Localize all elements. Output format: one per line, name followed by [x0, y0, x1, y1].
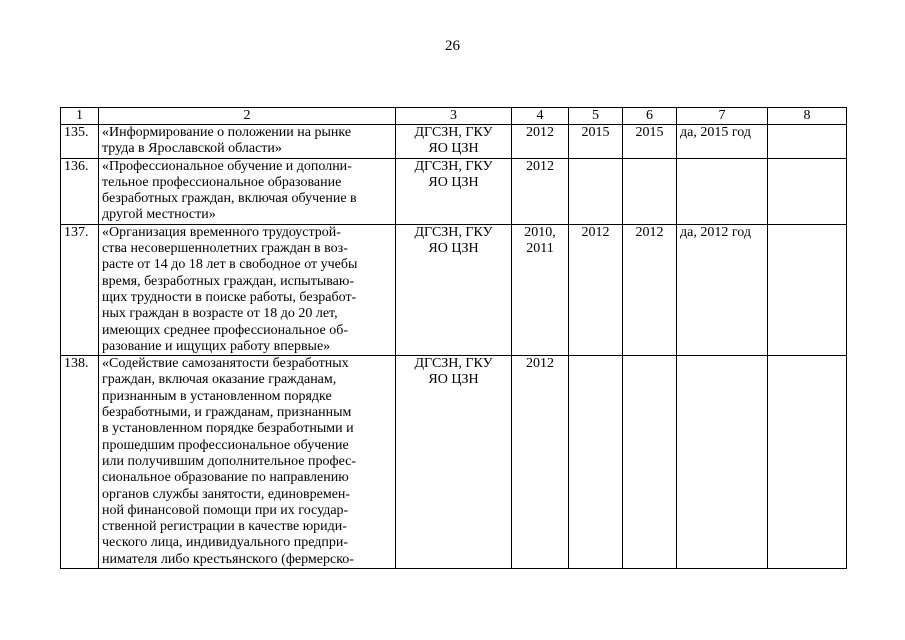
executor — [396, 356, 512, 569]
text-line: ДГСЗН, ГКУ — [414, 125, 493, 140]
text-line: 2012 — [526, 356, 554, 372]
col6-value — [623, 158, 677, 224]
col5-value — [569, 158, 623, 224]
measure-name — [99, 224, 396, 355]
text-line: ственной регистрации в качестве юриди- — [102, 519, 347, 535]
col8-value — [768, 356, 847, 569]
text-line: ДГСЗН, ГКУ — [414, 356, 493, 372]
col4-value — [512, 125, 569, 159]
text-line: безработных граждан, включая обучение в — [102, 191, 357, 207]
text-line: «Профессиональное обучение и дополни- — [102, 158, 352, 174]
text-line: органов службы занятости, единовремен- — [102, 486, 351, 502]
text-line: ЯО ЦЗН — [428, 372, 479, 388]
col6-value — [623, 356, 677, 569]
text-line: ных граждан в возрасте от 18 до 20 лет, — [102, 306, 338, 322]
col5-value: 2012 — [569, 224, 623, 355]
header-row — [61, 108, 847, 125]
text-line: ческого лица, индивидуального предпри- — [102, 535, 349, 551]
table-row — [61, 356, 847, 569]
text-line: прошедшим профессиональное обучение — [102, 437, 349, 453]
text-line: ДГСЗН, ГКУ — [414, 224, 493, 240]
text-line: безработными, и гражданам, признанным — [102, 405, 352, 421]
text-line: «Организация временного трудоустрой- — [102, 224, 341, 240]
text-line: в установленном порядке безработными и — [102, 421, 354, 437]
col4-value — [512, 158, 569, 224]
text-line: ЯО ЦЗН — [428, 141, 479, 157]
table-row — [61, 158, 847, 224]
row-number: 138. — [61, 356, 99, 569]
header-cell: 5 — [569, 108, 623, 125]
table-row — [61, 224, 847, 355]
col7-value — [677, 356, 768, 569]
row-number: 136. — [61, 158, 99, 224]
col7-value: да, 2012 год — [677, 224, 768, 355]
executor — [396, 224, 512, 355]
col6-value: 2015 — [623, 125, 677, 159]
text-line: ЯО ЦЗН — [428, 241, 479, 257]
col7-value: да, 2015 год — [677, 125, 768, 159]
text-line: признанным в установленном порядке — [102, 388, 332, 404]
text-line: имеющих среднее профессиональное об- — [102, 322, 348, 338]
text-line: ДГСЗН, ГКУ — [414, 158, 493, 174]
text-line: 2010, — [524, 224, 556, 240]
col4-value — [512, 356, 569, 569]
header-cell: 3 — [396, 108, 512, 125]
text-line: нимателя либо крестьянского (фермерско- — [102, 551, 354, 567]
col4-value — [512, 224, 569, 355]
executor — [396, 125, 512, 159]
measure-name — [99, 356, 396, 569]
header-cell: 8 — [768, 108, 847, 125]
text-line: или получившим дополнительное профес- — [102, 453, 357, 469]
text-line: сиональное образование по направлению — [102, 470, 349, 486]
text-line: тельное профессиональное образование — [102, 174, 342, 190]
col5-value — [569, 356, 623, 569]
col7-value — [677, 158, 768, 224]
table-row — [61, 125, 847, 159]
measure-name — [99, 125, 396, 159]
row-number: 135. — [61, 125, 99, 159]
col6-value: 2012 — [623, 224, 677, 355]
col8-value — [768, 125, 847, 159]
text-line: «Содействие самозанятости безработных — [102, 356, 349, 372]
header-cell: 2 — [99, 108, 396, 125]
text-line: граждан, включая оказание гражданам, — [102, 372, 337, 388]
page-number: 26 — [445, 38, 460, 54]
header-cell: 7 — [677, 108, 768, 125]
header-cell: 4 — [512, 108, 569, 125]
header-cell: 6 — [623, 108, 677, 125]
text-line: ства несовершеннолетних граждан в воз- — [102, 241, 348, 257]
text-line: щих трудности в поиске работы, безработ- — [102, 289, 357, 305]
text-line: 2012 — [526, 158, 554, 174]
text-line: 2012 — [526, 125, 554, 140]
header-cell: 1 — [61, 108, 99, 125]
text-line: разование и ищущих работу впервые» — [102, 338, 331, 354]
text-line: труда в Ярославской области» — [102, 141, 282, 157]
text-line: «Информирование о положении на рынке — [102, 125, 352, 140]
text-line: другой местности» — [102, 207, 216, 223]
col5-value: 2015 — [569, 125, 623, 159]
text-line: 2011 — [526, 241, 554, 257]
text-line: время, безработных граждан, испытываю- — [102, 273, 354, 289]
col8-value — [768, 158, 847, 224]
registry-table — [60, 107, 847, 569]
text-line: расте от 14 до 18 лет в свободное от учебы — [102, 257, 358, 273]
executor — [396, 158, 512, 224]
measure-name — [99, 158, 396, 224]
row-number: 137. — [61, 224, 99, 355]
text-line: ной финансовой помощи при их государ- — [102, 502, 349, 518]
col8-value — [768, 224, 847, 355]
text-line: ЯО ЦЗН — [428, 174, 479, 190]
